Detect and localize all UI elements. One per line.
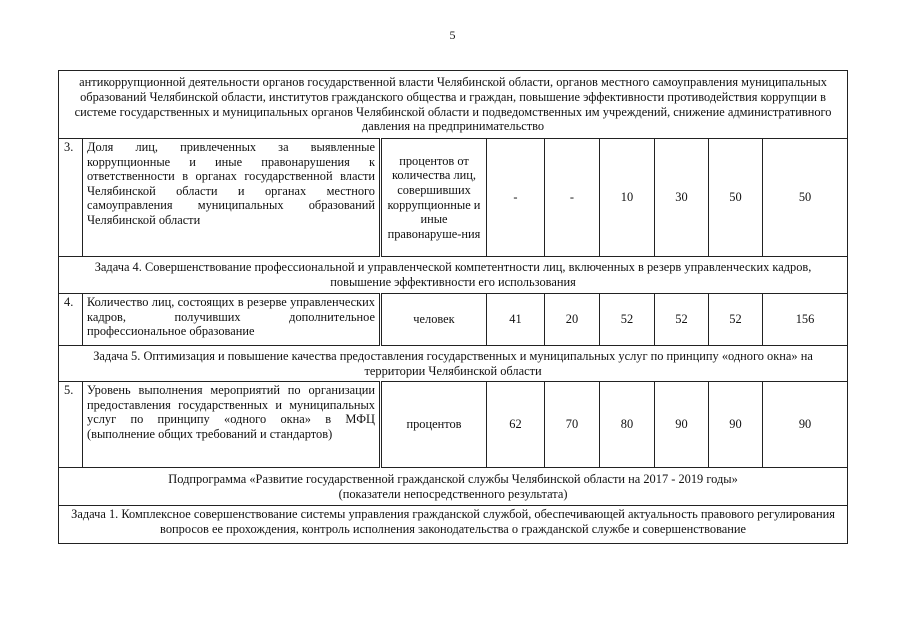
task-row: [59, 506, 848, 544]
value-cell: 90: [655, 382, 709, 468]
value-cell: 156: [763, 294, 848, 346]
header-goal-row: [59, 71, 848, 139]
task-row: [59, 257, 848, 294]
subprogram-heading: [59, 468, 848, 506]
value-cell: 30: [655, 139, 709, 257]
value-cell: 10: [600, 139, 655, 257]
value-cell: 50: [763, 139, 848, 257]
value-cell: 70: [545, 382, 600, 468]
value-cell: 52: [655, 294, 709, 346]
subprogram-title: Подпрограмма «Развитие государственной гражданской службы Челябинской области на 2017 - 2019 годы»: [168, 471, 738, 486]
table-row: [59, 382, 848, 468]
row-number: 5.: [59, 382, 83, 468]
table-row: [59, 139, 848, 257]
value-cell: 20: [545, 294, 600, 346]
row-number: 3.: [59, 139, 83, 257]
indicator-description: Уровень выполнения мероприятий по организации предоставления государственных и муниципальных услуг по принципу «одного окна» в МФЦ (выполнение общих требований и стандартов): [83, 382, 381, 468]
value-cell: 52: [709, 294, 763, 346]
value-cell: 62: [487, 382, 545, 468]
value-cell: 50: [709, 139, 763, 257]
page-number: 5: [449, 28, 456, 42]
subprogram-subtitle: (показатели непосредственного результата): [338, 486, 568, 501]
value-cell: 90: [763, 382, 848, 468]
task-text: Задача 5. Оптимизация и повышение качества предоставления государственных и муниципальных услуг по принципу «одного окна» на территории Челябинской области: [59, 346, 848, 382]
table-row: [59, 294, 848, 346]
value-cell: 80: [600, 382, 655, 468]
indicators-table: [58, 70, 848, 544]
row-number: 4.: [59, 294, 83, 346]
value-cell: 52: [600, 294, 655, 346]
unit-of-measure: процентов: [381, 382, 487, 468]
indicator-description: Количество лиц, состоящих в резерве управленческих кадров, получивших дополнительное профессиональное образование: [83, 294, 381, 346]
unit-of-measure: человек: [381, 294, 487, 346]
task-row: [59, 346, 848, 382]
value-cell: 90: [709, 382, 763, 468]
unit-of-measure: процентов от количества лиц, совершивших коррупционные и иные правонаруше-ния: [381, 139, 487, 257]
indicator-description: Доля лиц, привлеченных за выявленные коррупционные и иные правонарушения к ответственности в органах государственной власти Челябинской области и органах местного самоуправления муниципальных образований Челябинской области: [83, 139, 381, 257]
value-cell: -: [545, 139, 600, 257]
value-cell: -: [487, 139, 545, 257]
task-text: Задача 4. Совершенствование профессиональной и управленческой компетентности лиц, включенных в резерв управленческих кадров, повышение эффективности его использования: [59, 257, 848, 294]
value-cell: 41: [487, 294, 545, 346]
subprogram-row: [59, 468, 848, 506]
goal-text: антикоррупционной деятельности органов государственной власти Челябинской области, органов местного самоуправления муниципальных образований Челябинской области, институтов гражданского общества и граждан, повышение эффективности противодействия коррупции в системе государственных и муниципальных органов Челябинской области и подведомственных им учреждений, снижение административного давления на предпринимательство: [59, 71, 848, 139]
task-text: Задача 1. Комплексное совершенствование системы управления гражданской службой, обеспечивающей актуальность правового регулирования вопросов ее прохождения, контроль исполнения законодательства о гражданской службе и совершенствование: [59, 506, 848, 544]
